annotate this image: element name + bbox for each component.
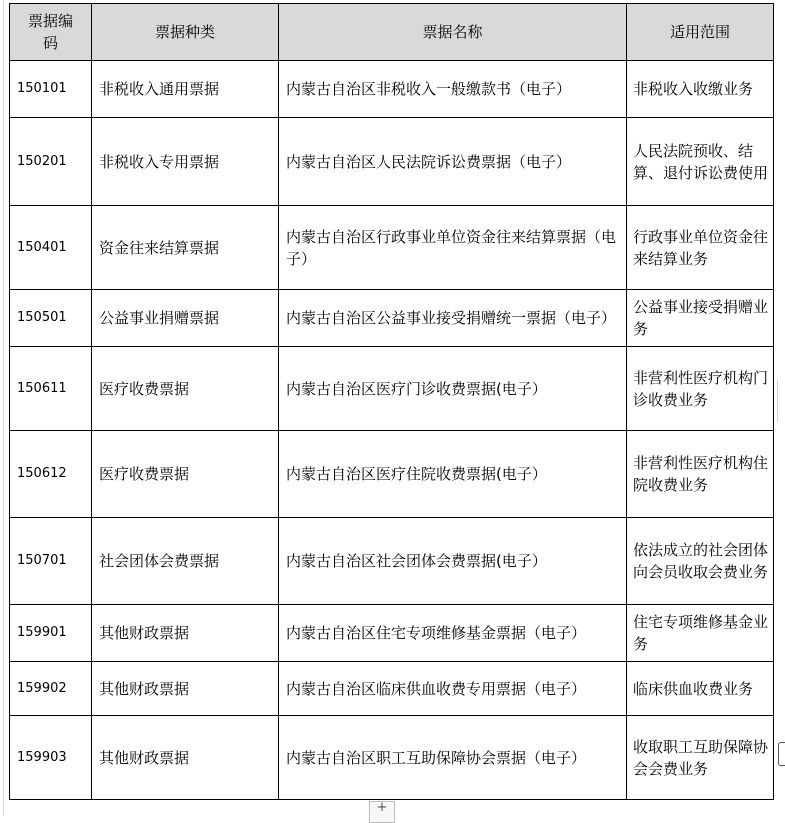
table-row <box>10 431 774 518</box>
row-scope: 人民法院预收、结算、退付诉讼费使用 <box>627 118 774 206</box>
row-kind: 其他财政票据 <box>92 716 279 800</box>
table-row <box>10 716 774 800</box>
header-scope: 适用范围 <box>627 4 774 61</box>
row-name: 内蒙古自治区非税收入一般缴款书（电子） <box>279 61 627 118</box>
row-scope: 依法成立的社会团体向会员收取会费业务 <box>627 518 774 605</box>
header-name: 票据名称 <box>279 4 627 61</box>
row-scope: 非税收入收缴业务 <box>627 61 774 118</box>
row-code: 159901 <box>10 605 92 662</box>
row-kind: 社会团体会费票据 <box>92 518 279 605</box>
row-kind: 医疗收费票据 <box>92 347 279 431</box>
header-code: 票据编码 <box>10 4 92 61</box>
row-code: 159902 <box>10 662 92 716</box>
row-scope: 行政事业单位资金往来结算业务 <box>627 206 774 290</box>
row-name: 内蒙古自治区公益事业接受捐赠统一票据（电子） <box>279 290 627 347</box>
row-kind: 公益事业捐赠票据 <box>92 290 279 347</box>
table-row <box>10 518 774 605</box>
row-code: 150701 <box>10 518 92 605</box>
row-kind: 其他财政票据 <box>92 662 279 716</box>
table-edge-handle[interactable] <box>777 380 785 422</box>
row-scope: 非营利性医疗机构门诊收费业务 <box>627 347 774 431</box>
table-row <box>10 206 774 290</box>
row-name: 内蒙古自治区人民法院诉讼费票据（电子） <box>279 118 627 206</box>
table-row <box>10 347 774 431</box>
row-kind: 非税收入通用票据 <box>92 61 279 118</box>
row-kind: 其他财政票据 <box>92 605 279 662</box>
row-scope: 非营利性医疗机构住院收费业务 <box>627 431 774 518</box>
table-row <box>10 61 774 118</box>
row-scope: 住宅专项维修基金业务 <box>627 605 774 662</box>
row-name: 内蒙古自治区职工互助保障协会票据（电子） <box>279 716 627 800</box>
add-row-button[interactable]: + <box>369 801 395 823</box>
row-code: 150201 <box>10 118 92 206</box>
header-kind: 票据种类 <box>92 4 279 61</box>
page-left-edge <box>0 0 4 816</box>
bill-table <box>9 3 774 800</box>
row-scope: 收取职工互助保障协会会费业务 <box>627 716 774 800</box>
table-row <box>10 118 774 206</box>
row-kind: 非税收入专用票据 <box>92 118 279 206</box>
row-kind: 医疗收费票据 <box>92 431 279 518</box>
row-name: 内蒙古自治区行政事业单位资金往来结算票据（电子） <box>279 206 627 290</box>
row-name: 内蒙古自治区医疗门诊收费票据(电子） <box>279 347 627 431</box>
row-code: 150101 <box>10 61 92 118</box>
row-code: 150611 <box>10 347 92 431</box>
row-name: 内蒙古自治区社会团体会费票据(电子） <box>279 518 627 605</box>
table-row <box>10 605 774 662</box>
table-row <box>10 662 774 716</box>
table-row <box>10 290 774 347</box>
row-kind: 资金往来结算票据 <box>92 206 279 290</box>
row-name: 内蒙古自治区医疗住院收费票据(电子） <box>279 431 627 518</box>
row-code: 159903 <box>10 716 92 800</box>
row-scope: 公益事业接受捐赠业务 <box>627 290 774 347</box>
row-code: 150612 <box>10 431 92 518</box>
row-scope: 临床供血收费业务 <box>627 662 774 716</box>
row-name: 内蒙古自治区临床供血收费专用票据（电子） <box>279 662 627 716</box>
header-row <box>10 4 774 61</box>
row-code: 150501 <box>10 290 92 347</box>
row-code: 150401 <box>10 206 92 290</box>
row-name: 内蒙古自治区住宅专项维修基金票据（电子） <box>279 605 627 662</box>
table-resize-handle[interactable] <box>778 742 785 766</box>
